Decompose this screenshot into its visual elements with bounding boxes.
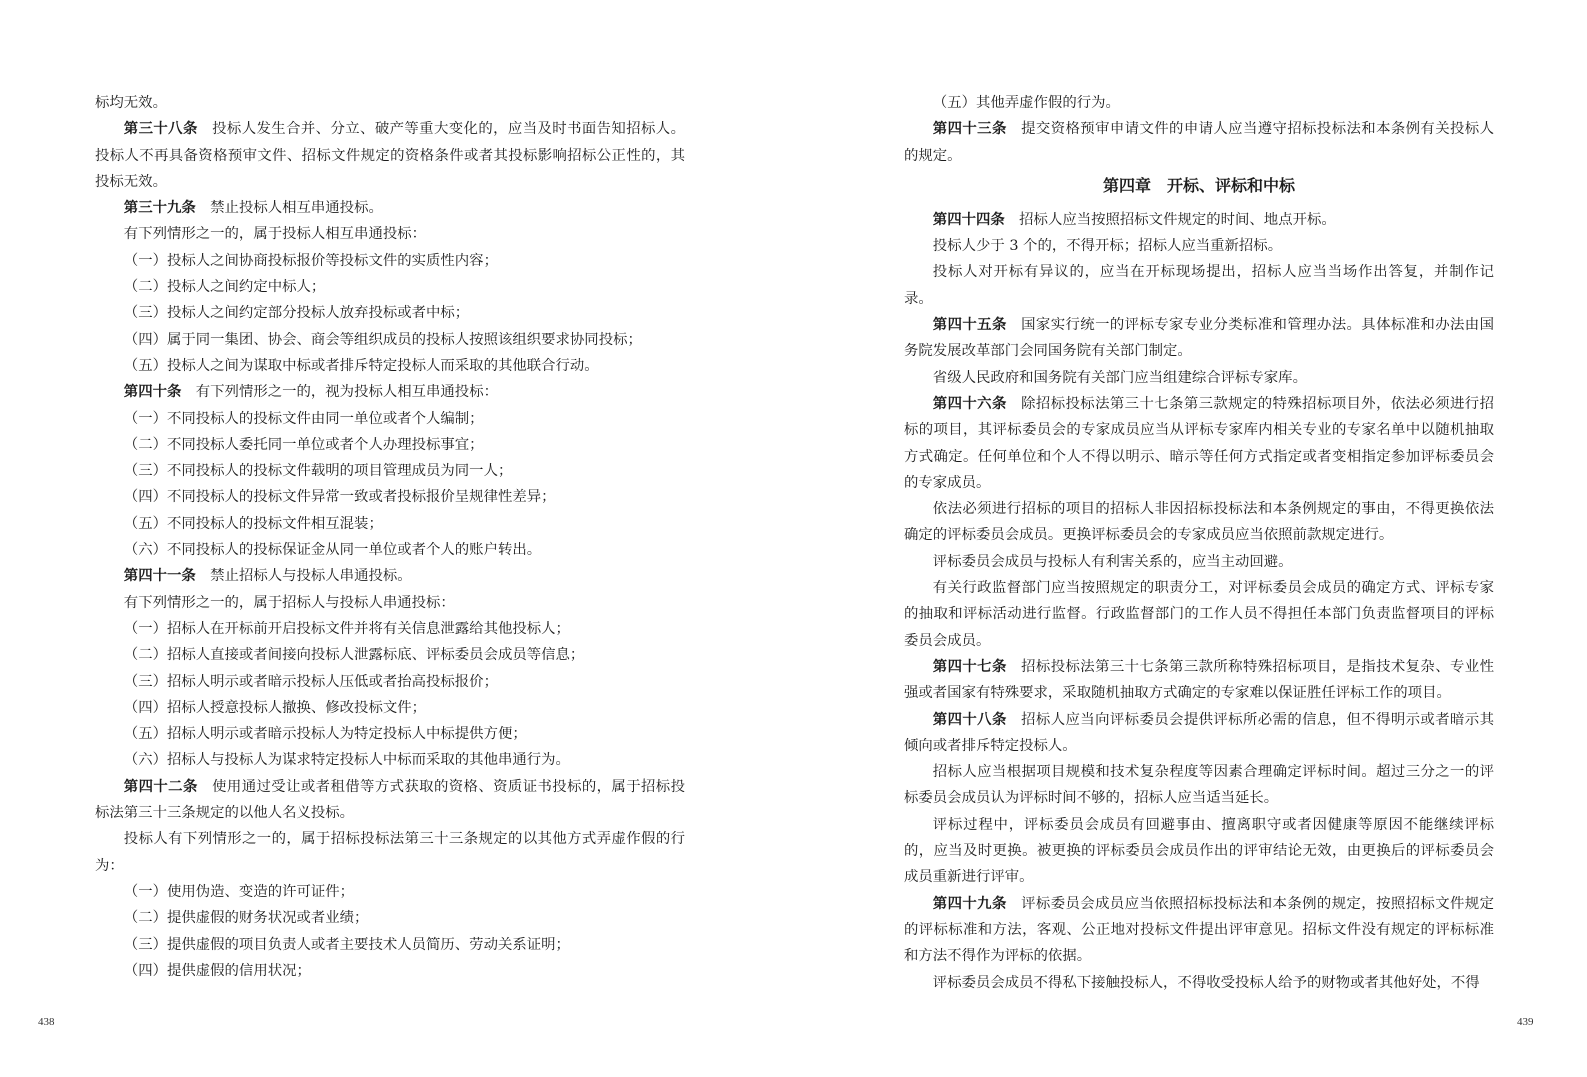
paragraph-text: 评标委员会成员与投标人有利害关系的，应当主动回避。 [932, 553, 1293, 570]
paragraph-text: 依法必须进行招标的项目的招标人非因招标投标法和本条例规定的事由，不得更换依法确定的评标委员会成员。更换评标委员会的专家成员应当依照前款规定进行。 [904, 501, 1494, 544]
paragraph-text: 有下列情形之一的，属于投标人相互串通投标： [123, 226, 427, 243]
paragraph-text: （二）不同投标人委托同一单位或者个人办理投标事宜； [123, 436, 484, 453]
paragraph [904, 496, 1494, 549]
paragraph [904, 970, 1494, 996]
article-number: 第四十七条 [932, 657, 1007, 675]
paragraph-text: 招标投标法第三十七条第三款所称特殊招标项目，是指技术复杂、专业性强或者国家有特殊要求，采取随机抽取方式确定的专家难以保证胜任评标工作的项目。 [904, 658, 1494, 702]
paragraph [95, 537, 685, 563]
paragraph-text: 投标人有下列情形之一的，属于招标投标法第三十三条规定的以其他方式弄虚作假的行为： [95, 831, 685, 874]
page-number-left: 438 [38, 1016, 55, 1028]
paragraph [95, 274, 685, 300]
paragraph-text: （一）招标人在开标前开启投标文件并将有关信息泄露给其他投标人； [123, 620, 570, 637]
left-page [95, 90, 685, 984]
article-paragraph [904, 312, 1494, 365]
article-paragraph [95, 563, 685, 589]
paragraph-text: 投标人对开标有异议的，应当在开标现场提出，招标人应当当场作出答复，并制作记录。 [904, 264, 1494, 307]
paragraph-text: 省级人民政府和国务院有关部门应当组建综合评标专家库。 [932, 369, 1307, 386]
paragraph-text: 有下列情形之一的，视为投标人相互串通投标： [195, 384, 498, 401]
article-paragraph [904, 116, 1494, 169]
paragraph [95, 484, 685, 510]
paragraph-text: （四）提供虚假的信用状况； [123, 962, 311, 979]
paragraph [904, 233, 1494, 259]
article-number: 第四十三条 [932, 120, 1007, 138]
paragraph-text: 国家实行统一的评标专家专业分类标准和管理办法。具体标准和办法由国务院发展改革部门会同国务院有关部门制定。 [904, 317, 1494, 360]
paragraph-text: （四）招标人授意投标人撤换、修改投标文件； [123, 699, 427, 716]
paragraph-text: 评标委员会成员不得私下接触投标人，不得收受投标人给予的财物或者其他好处，不得 [932, 974, 1480, 991]
paragraph-text: 标均无效。 [95, 95, 167, 111]
paragraph [904, 575, 1494, 654]
paragraph [904, 90, 1494, 116]
paragraph-text: （一）使用伪造、变造的许可证件； [123, 883, 355, 900]
paragraph-text: 投标人少于 3 个的，不得开标；招标人应当重新招标。 [932, 238, 1283, 255]
paragraph [95, 905, 685, 931]
paragraph-text: （三）投标人之间约定部分投标人放弃投标或者中标； [123, 305, 470, 322]
paragraph [95, 695, 685, 721]
paragraph-text: （六）招标人与投标人为谋求特定投标人中标而采取的其他串通行为。 [123, 752, 570, 769]
paragraph-text: （二）投标人之间约定中标人； [123, 279, 326, 296]
paragraph-text: （五）投标人之间为谋取中标或者排斥特定投标人而采取的其他联合行动。 [123, 357, 599, 374]
paragraph-text: （六）不同投标人的投标保证金从同一单位或者个人的账户转出。 [123, 542, 542, 559]
paragraph-text: 提交资格预审申请文件的申请人应当遵守招标投标法和本条例有关投标人的规定。 [904, 121, 1494, 164]
paragraph [904, 549, 1494, 575]
article-paragraph [904, 391, 1494, 496]
article-number: 第三十九条 [123, 199, 196, 217]
paragraph [904, 365, 1494, 391]
paragraph [95, 590, 685, 616]
paragraph-text: 除招标投标法第三十七条第三款规定的特殊招标项目外，依法必须进行招标的项目，其评标委员会的专家成员应当从评标专家库内相关专业的专家名单中以随机抽取方式确定。任何单位和个人不得以明示、暗示等任何方式指定或者变相指定参加评标委员会的专家成员。 [904, 395, 1494, 491]
article-number: 第四十九条 [932, 894, 1007, 912]
article-paragraph [95, 774, 685, 827]
paragraph [95, 221, 685, 247]
paragraph [95, 511, 685, 537]
paragraph [95, 432, 685, 458]
paragraph [95, 669, 685, 695]
paragraph [95, 616, 685, 642]
paragraph-text: （四）属于同一集团、协会、商会等组织成员的投标人按照该组织要求协同投标； [123, 331, 642, 348]
paragraph-text: 有下列情形之一的，属于招标人与投标人串通投标： [123, 594, 455, 611]
article-paragraph [95, 195, 685, 221]
paragraph [95, 747, 685, 773]
paragraph-text: （五）不同投标人的投标文件相互混装； [123, 515, 383, 532]
paragraph-text: 使用通过受让或者租借等方式获取的资格、资质证书投标的，属于招标投标法第三十三条规定的以他人名义投标。 [95, 778, 685, 822]
paragraph [95, 721, 685, 747]
paragraph [95, 248, 685, 274]
paragraph-text: （一）投标人之间协商投标报价等投标文件的实质性内容； [123, 252, 498, 269]
paragraph [904, 759, 1494, 812]
paragraph-text: 招标人应当根据项目规模和技术复杂程度等因素合理确定评标时间。超过三分之一的评标委员会成员认为评标时间不够的，招标人应当适当延长。 [904, 764, 1494, 807]
paragraph [95, 300, 685, 326]
paragraph-text: 禁止招标人与投标人串通投标。 [210, 568, 412, 585]
paragraph [95, 327, 685, 353]
article-paragraph [904, 707, 1494, 760]
paragraph-text: （四）不同投标人的投标文件异常一致或者投标报价呈规律性差异； [123, 489, 556, 506]
paragraph [95, 642, 685, 668]
paragraph [95, 406, 685, 432]
article-number: 第四十二条 [123, 777, 198, 795]
paragraph-text: 有关行政监督部门应当按照规定的职责分工，对评标委员会成员的确定方式、评标专家的抽取和评标活动进行监督。行政监督部门的工作人员不得担任本部门负责监督项目的评标委员会成员。 [904, 580, 1494, 649]
paragraph-text: 禁止投标人相互串通投标。 [210, 200, 383, 217]
paragraph [95, 958, 685, 984]
article-number: 第四十六条 [932, 394, 1007, 412]
article-number: 第四十八条 [932, 710, 1007, 728]
paragraph-text: 评标过程中，评标委员会成员有回避事由、擅离职守或者因健康等原因不能继续评标的，应当及时更换。被更换的评标委员会成员作出的评审结论无效，由更换后的评标委员会成员重新进行评审。 [904, 816, 1494, 886]
article-paragraph [904, 207, 1494, 233]
article-number: 第四十五条 [932, 316, 1007, 334]
paragraph-text: （三）不同投标人的投标文件载明的项目管理成员为同一人； [123, 463, 513, 480]
paragraph-text: 投标人发生合并、分立、破产等重大变化的，应当及时书面告知招标人。投标人不再具备资格预审文件、招标文件规定的资格条件或者其投标影响招标公正性的，其投标无效。 [95, 121, 685, 190]
paragraph [95, 458, 685, 484]
page-number-right: 439 [1517, 1016, 1534, 1028]
paragraph-text: （一）不同投标人的投标文件由同一单位或者个人编制； [123, 410, 484, 427]
paragraph [95, 353, 685, 379]
paragraph [904, 259, 1494, 312]
paragraph [95, 90, 685, 116]
article-paragraph [904, 891, 1494, 970]
article-number: 第四十一条 [123, 567, 196, 585]
article-paragraph [904, 654, 1494, 707]
paragraph [95, 826, 685, 879]
paragraph [95, 879, 685, 905]
article-number: 第四十条 [123, 383, 182, 401]
paragraph-text: （二）招标人直接或者间接向投标人泄露标底、评标委员会成员等信息； [123, 647, 585, 664]
article-number: 第三十八条 [123, 120, 198, 138]
paragraph-text: 招标人应当按照招标文件规定的时间、地点开标。 [1019, 211, 1336, 228]
article-paragraph [95, 379, 685, 405]
chapter-title: 第四章 开标、评标和中标 [1102, 175, 1295, 195]
paragraph [904, 812, 1494, 891]
paragraph-text: 招标人应当向评标委员会提供评标所必需的信息，但不得明示或者暗示其倾向或者排斥特定投标人。 [904, 711, 1494, 754]
paragraph-text: （三）提供虚假的项目负责人或者主要技术人员简历、劳动关系证明； [123, 936, 570, 953]
right-page [904, 90, 1494, 996]
paragraph [95, 932, 685, 958]
paragraph-text: （五）招标人明示或者暗示投标人为特定投标人中标提供方便； [123, 726, 527, 743]
article-paragraph [95, 116, 685, 195]
paragraph-text: 评标委员会成员应当依照招标投标法和本条例的规定，按照招标文件规定的评标标准和方法，客观、公正地对投标文件提出评审意见。招标文件没有规定的评标标准和方法不得作为评标的依据。 [904, 895, 1494, 965]
paragraph-text: （五）其他弄虚作假的行为。 [932, 95, 1120, 111]
article-number: 第四十四条 [932, 210, 1005, 228]
paragraph-text: （二）提供虚假的财务状况或者业绩； [123, 910, 369, 927]
paragraph-text: （三）招标人明示或者暗示投标人压低或者抬高投标报价； [123, 673, 498, 690]
